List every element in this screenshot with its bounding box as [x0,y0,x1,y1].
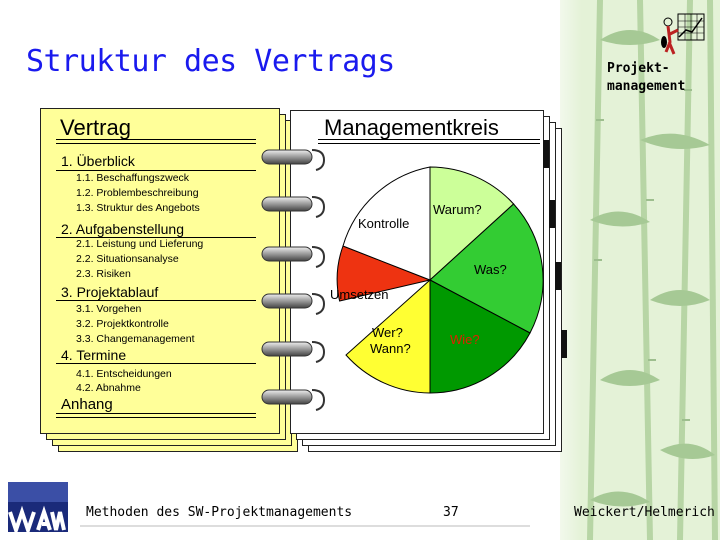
section-3-item-2: 3.2. Projektkontrolle [76,318,169,330]
section-1-item-2: 1.2. Problembeschreibung [76,187,199,199]
section-1-item-1: 1.1. Beschaffungszweck [76,172,190,184]
right-page-title: Managementkreis [324,115,499,140]
university-logo-icon [2,480,70,538]
label-umsetzen: Umsetzen [330,287,389,302]
label-wer: Wer? [372,325,403,340]
label-wie: Wie? [450,332,480,347]
section-1-item-3: 1.3. Struktur des Angebots [76,202,200,214]
badge-line-2: management [607,79,686,94]
label-warum: Warum? [433,202,482,217]
label-kontrolle: Kontrolle [358,216,410,231]
section-4-item-2: 4.2. Abnahme [76,382,141,394]
footer-divider [80,525,530,527]
footer-page-number: 37 [443,505,459,520]
section-2-item-3: 2.3. Risiken [76,268,131,280]
label-wann: Wann? [370,341,411,356]
slide-title: Struktur des Vertrags [26,44,395,79]
section-3-item-1: 3.1. Vorgehen [76,303,142,315]
section-4-item-1: 4.1. Entscheidungen [76,368,172,380]
section-4-heading: 4. Termine [61,347,127,363]
footer-course: Methoden des SW-Projektmanagements [86,505,353,520]
section-3-heading: 3. Projektablauf [61,284,159,300]
section-1-heading: 1. Überblick [61,153,135,169]
section-2-heading: 2. Aufgabenstellung [61,221,184,237]
section-2-item-2: 2.2. Situationsanalyse [76,253,179,265]
badge-line-1: Projekt- [607,61,670,76]
section-3-item-3: 3.3. Changemanagement [76,333,195,345]
section-2-item-1: 2.1. Leistung und Lieferung [76,238,204,250]
footer-authors: Weickert/Helmerich [574,505,715,520]
left-page-title: Vertrag [60,115,131,140]
label-was: Was? [474,262,507,277]
appendix-heading: Anhang [61,396,113,413]
